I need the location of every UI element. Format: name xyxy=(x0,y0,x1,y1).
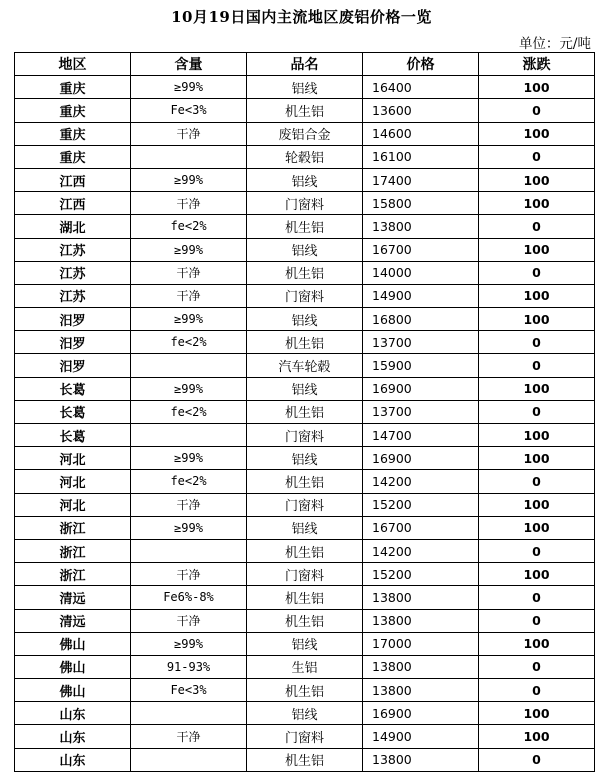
cell-change: 0 xyxy=(479,331,595,354)
cell-product: 机生铝 xyxy=(247,470,363,493)
table-row xyxy=(15,493,595,516)
cell-price: 17000 xyxy=(363,632,479,655)
cell-region: 重庆 xyxy=(15,145,131,168)
table-row xyxy=(15,122,595,145)
cell-content: Fe<3% xyxy=(131,679,247,702)
table-row xyxy=(15,238,595,261)
cell-product: 铝线 xyxy=(247,76,363,99)
cell-product: 门窗料 xyxy=(247,725,363,748)
cell-price: 14000 xyxy=(363,261,479,284)
cell-product: 机生铝 xyxy=(247,261,363,284)
cell-region: 重庆 xyxy=(15,99,131,122)
cell-content xyxy=(131,424,247,447)
cell-region: 江苏 xyxy=(15,284,131,307)
table-header-row xyxy=(15,53,595,76)
header-change: 涨跌 xyxy=(479,53,595,76)
cell-product: 机生铝 xyxy=(247,539,363,562)
cell-product: 铝线 xyxy=(247,377,363,400)
table-row xyxy=(15,76,595,99)
cell-region: 清远 xyxy=(15,609,131,632)
cell-change: 100 xyxy=(479,725,595,748)
cell-content: ≥99% xyxy=(131,76,247,99)
cell-change: 100 xyxy=(479,702,595,725)
table-row xyxy=(15,470,595,493)
table-row xyxy=(15,748,595,771)
cell-price: 16700 xyxy=(363,516,479,539)
cell-product: 铝线 xyxy=(247,702,363,725)
cell-region: 河北 xyxy=(15,470,131,493)
header-region: 地区 xyxy=(15,53,131,76)
table-row xyxy=(15,632,595,655)
table-row xyxy=(15,331,595,354)
cell-region: 重庆 xyxy=(15,76,131,99)
cell-price: 13700 xyxy=(363,331,479,354)
cell-price: 15200 xyxy=(363,563,479,586)
cell-change: 0 xyxy=(479,400,595,423)
cell-content: 干净 xyxy=(131,563,247,586)
cell-content: ≥99% xyxy=(131,238,247,261)
cell-region: 浙江 xyxy=(15,563,131,586)
cell-product: 铝线 xyxy=(247,632,363,655)
table-row xyxy=(15,308,595,331)
cell-content xyxy=(131,702,247,725)
cell-price: 16400 xyxy=(363,76,479,99)
cell-change: 100 xyxy=(479,308,595,331)
cell-price: 13600 xyxy=(363,99,479,122)
cell-region: 浙江 xyxy=(15,516,131,539)
cell-price: 15800 xyxy=(363,192,479,215)
cell-change: 0 xyxy=(479,655,595,678)
cell-product: 门窗料 xyxy=(247,563,363,586)
cell-content: 干净 xyxy=(131,122,247,145)
cell-content: ≥99% xyxy=(131,377,247,400)
cell-content: Fe<3% xyxy=(131,99,247,122)
cell-product: 机生铝 xyxy=(247,679,363,702)
cell-content: ≥99% xyxy=(131,516,247,539)
cell-product: 轮毂铝 xyxy=(247,145,363,168)
table-row xyxy=(15,354,595,377)
cell-change: 100 xyxy=(479,122,595,145)
cell-product: 机生铝 xyxy=(247,400,363,423)
cell-change: 100 xyxy=(479,424,595,447)
cell-region: 长葛 xyxy=(15,424,131,447)
cell-content: 干净 xyxy=(131,261,247,284)
cell-region: 长葛 xyxy=(15,377,131,400)
cell-price: 16800 xyxy=(363,308,479,331)
cell-price: 16700 xyxy=(363,238,479,261)
cell-change: 0 xyxy=(479,354,595,377)
cell-content: Fe6%-8% xyxy=(131,586,247,609)
table-row xyxy=(15,447,595,470)
page-title: 10月19日国内主流地区废铝价格一览 xyxy=(171,8,432,26)
cell-price: 16100 xyxy=(363,145,479,168)
cell-change: 0 xyxy=(479,609,595,632)
cell-product: 铝线 xyxy=(247,447,363,470)
cell-price: 14900 xyxy=(363,284,479,307)
cell-region: 重庆 xyxy=(15,122,131,145)
cell-change: 0 xyxy=(479,145,595,168)
cell-change: 0 xyxy=(479,586,595,609)
cell-price: 16900 xyxy=(363,377,479,400)
cell-region: 江西 xyxy=(15,192,131,215)
cell-content xyxy=(131,145,247,168)
cell-change: 100 xyxy=(479,447,595,470)
table-row xyxy=(15,284,595,307)
table-body xyxy=(15,76,595,772)
cell-region: 山东 xyxy=(15,702,131,725)
cell-region: 山东 xyxy=(15,725,131,748)
cell-region: 浙江 xyxy=(15,539,131,562)
cell-product: 废铝合金 xyxy=(247,122,363,145)
cell-product: 机生铝 xyxy=(247,331,363,354)
cell-price: 14900 xyxy=(363,725,479,748)
header-price: 价格 xyxy=(363,53,479,76)
cell-change: 100 xyxy=(479,168,595,191)
cell-region: 河北 xyxy=(15,447,131,470)
cell-content: 干净 xyxy=(131,609,247,632)
table-row xyxy=(15,655,595,678)
cell-change: 100 xyxy=(479,284,595,307)
cell-content xyxy=(131,748,247,771)
cell-content: 干净 xyxy=(131,725,247,748)
cell-region: 汨罗 xyxy=(15,331,131,354)
cell-change: 0 xyxy=(479,261,595,284)
cell-region: 河北 xyxy=(15,493,131,516)
cell-content: ≥99% xyxy=(131,632,247,655)
table-row xyxy=(15,377,595,400)
cell-price: 14600 xyxy=(363,122,479,145)
cell-price: 16900 xyxy=(363,447,479,470)
cell-content: fe<2% xyxy=(131,400,247,423)
cell-product: 机生铝 xyxy=(247,748,363,771)
table-row xyxy=(15,215,595,238)
cell-price: 14200 xyxy=(363,539,479,562)
table-row xyxy=(15,424,595,447)
table-row xyxy=(15,145,595,168)
table-row xyxy=(15,261,595,284)
cell-region: 江苏 xyxy=(15,261,131,284)
cell-content: 干净 xyxy=(131,192,247,215)
cell-content: 91-93% xyxy=(131,655,247,678)
table-row xyxy=(15,609,595,632)
cell-price: 13800 xyxy=(363,748,479,771)
cell-content: 干净 xyxy=(131,493,247,516)
cell-content xyxy=(131,539,247,562)
cell-price: 13800 xyxy=(363,679,479,702)
cell-content: ≥99% xyxy=(131,308,247,331)
cell-product: 机生铝 xyxy=(247,99,363,122)
price-table xyxy=(14,52,595,772)
header-product: 品名 xyxy=(247,53,363,76)
cell-product: 铝线 xyxy=(247,308,363,331)
cell-product: 门窗料 xyxy=(247,493,363,516)
cell-product: 铝线 xyxy=(247,516,363,539)
cell-change: 0 xyxy=(479,99,595,122)
cell-product: 机生铝 xyxy=(247,586,363,609)
cell-content xyxy=(131,354,247,377)
cell-region: 汨罗 xyxy=(15,354,131,377)
cell-change: 100 xyxy=(479,377,595,400)
cell-region: 佛山 xyxy=(15,632,131,655)
cell-change: 100 xyxy=(479,516,595,539)
cell-content: fe<2% xyxy=(131,215,247,238)
cell-change: 100 xyxy=(479,493,595,516)
cell-product: 铝线 xyxy=(247,238,363,261)
cell-price: 13800 xyxy=(363,586,479,609)
cell-price: 13700 xyxy=(363,400,479,423)
cell-price: 16900 xyxy=(363,702,479,725)
cell-change: 0 xyxy=(479,679,595,702)
cell-price: 14200 xyxy=(363,470,479,493)
table-row xyxy=(15,563,595,586)
cell-region: 汨罗 xyxy=(15,308,131,331)
table-row xyxy=(15,539,595,562)
cell-region: 山东 xyxy=(15,748,131,771)
cell-content: fe<2% xyxy=(131,331,247,354)
cell-change: 100 xyxy=(479,238,595,261)
cell-change: 100 xyxy=(479,192,595,215)
cell-change: 100 xyxy=(479,76,595,99)
cell-region: 湖北 xyxy=(15,215,131,238)
unit-label: 单位：元/吨 xyxy=(518,36,591,52)
header-content: 含量 xyxy=(131,53,247,76)
cell-product: 生铝 xyxy=(247,655,363,678)
cell-change: 0 xyxy=(479,748,595,771)
table-row xyxy=(15,679,595,702)
cell-content: fe<2% xyxy=(131,470,247,493)
cell-region: 长葛 xyxy=(15,400,131,423)
cell-product: 门窗料 xyxy=(247,424,363,447)
cell-change: 0 xyxy=(479,539,595,562)
cell-price: 13800 xyxy=(363,215,479,238)
cell-region: 佛山 xyxy=(15,679,131,702)
table-row xyxy=(15,99,595,122)
cell-price: 13800 xyxy=(363,655,479,678)
table-row xyxy=(15,516,595,539)
cell-content: ≥99% xyxy=(131,168,247,191)
table-row xyxy=(15,192,595,215)
cell-region: 清远 xyxy=(15,586,131,609)
cell-change: 0 xyxy=(479,215,595,238)
cell-product: 汽车轮毂 xyxy=(247,354,363,377)
cell-region: 江西 xyxy=(15,168,131,191)
cell-content: ≥99% xyxy=(131,447,247,470)
table-row xyxy=(15,400,595,423)
cell-product: 门窗料 xyxy=(247,192,363,215)
cell-price: 13800 xyxy=(363,609,479,632)
cell-price: 17400 xyxy=(363,168,479,191)
cell-product: 机生铝 xyxy=(247,609,363,632)
cell-region: 佛山 xyxy=(15,655,131,678)
table-row xyxy=(15,586,595,609)
cell-change: 0 xyxy=(479,470,595,493)
cell-change: 100 xyxy=(479,563,595,586)
cell-product: 门窗料 xyxy=(247,284,363,307)
table-row xyxy=(15,168,595,191)
cell-change: 100 xyxy=(479,632,595,655)
cell-product: 铝线 xyxy=(247,168,363,191)
table-row xyxy=(15,702,595,725)
table-row xyxy=(15,725,595,748)
cell-product: 机生铝 xyxy=(247,215,363,238)
cell-content: 干净 xyxy=(131,284,247,307)
cell-price: 14700 xyxy=(363,424,479,447)
cell-price: 15900 xyxy=(363,354,479,377)
cell-region: 江苏 xyxy=(15,238,131,261)
cell-price: 15200 xyxy=(363,493,479,516)
